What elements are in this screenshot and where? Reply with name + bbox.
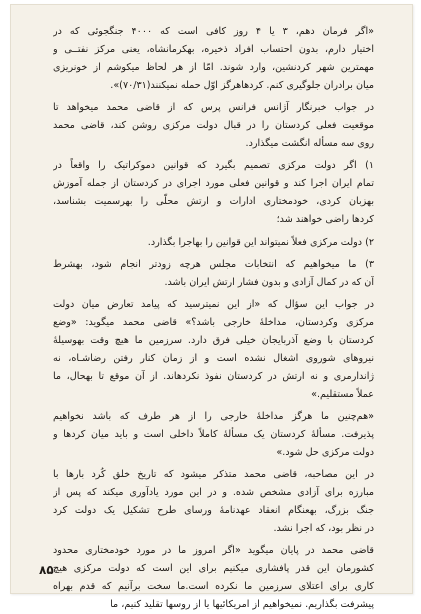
text-line: پیشرفت بگذاریم. نمیخواهیم از امریکائیها یا از روسها تقلید کنیم، ما bbox=[110, 599, 374, 611]
paragraph bbox=[53, 256, 374, 292]
paragraph bbox=[53, 99, 374, 153]
paragraph bbox=[53, 542, 374, 614]
paragraph bbox=[53, 296, 374, 404]
text-line: «هم‌چنین ما هرگز مداخلهٔ خارجی را از هر طرف که باشد نخواهیم bbox=[53, 410, 374, 422]
paragraph bbox=[53, 408, 374, 462]
text-line: کردها راضی خواهند شد؛ bbox=[276, 214, 374, 226]
text-line: اختیار دارم، بدون احتساب افراد ذخیره، بهکرمانشاه، یعنی مرکز نفتــی و bbox=[53, 44, 374, 56]
text-line: کشورمان این قدر پافشاری میکنیم برای این است که دولت مرکزی هیچ bbox=[53, 563, 374, 575]
text-line: دولت مرکزی حل شود.» bbox=[276, 447, 374, 459]
book-page bbox=[10, 4, 413, 611]
text-line: روی سه مسأله انگشت میگذارد. bbox=[245, 138, 374, 150]
text-line: میان برادران جلوگیری کنم. کردهاهرگز اوّل حمله نمیکنند(۷۰/۳۱)». bbox=[110, 80, 374, 92]
paragraph bbox=[53, 157, 374, 229]
text-line: ۳) ما میخواهیم که انتخابات مجلس هرچه زودتر انجام شود، بهشرط bbox=[53, 258, 374, 270]
text-line: نیروهای شوروی اشغال نشده است و از زمان کنار رفتن رضاشـاه، نه bbox=[53, 352, 374, 364]
text-line: کاری برای اعتلای سرزمین ما نکرده است.ما سخت برآنیم که قدم بهراه bbox=[53, 581, 374, 593]
text-line: مرکزی وکردستان، مداخلهٔ خارجی باشد؟» قاضی محمد میگوید: «وضع bbox=[53, 316, 374, 328]
text-line: در جواب این سؤال که «از این نمیترسید که پیامد تعارض میان دولت bbox=[53, 298, 374, 310]
text-line: کردستان با وضع آذربایجان خیلی فرق دارد. سرزمین ما هیچ وقت بهوسیلهٔ bbox=[53, 334, 374, 346]
text-line: آن که در کمال آزادی و بدون فشار ارتش ایران باشد. bbox=[164, 276, 374, 288]
text-line: قاضی محمد در پایان میگوید «اگر امروز ما در مورد خودمختاری محدود bbox=[53, 545, 374, 557]
text-line: پذیرفت. مسألهٔ کردستان یک مسألهٔ کاملاً داخلی است و باید میان کردها و bbox=[53, 428, 374, 440]
text-line: مبارزه برای آزادی مشخص شده. و در این مورد یادآوری میکند که پس از bbox=[53, 487, 374, 499]
paragraph bbox=[53, 466, 374, 538]
text-line: ۱) اگر دولت مرکزی تصمیم بگیرد که قوانین دموکراتیک را واقعاً در bbox=[53, 160, 374, 172]
page-text-block bbox=[53, 23, 374, 614]
text-line: عملاً مستقلیم.» bbox=[311, 388, 374, 400]
text-line: مهمترین شهر کردنشین، وارد شوند. امّا از هر لحاظ میکوشم از خونریزی bbox=[53, 62, 374, 74]
text-line: بهزبان کردی، خودمختاری ادارات و ارتش محلّی را بهرسمیت بشناسد، bbox=[53, 196, 374, 208]
text-line: موقعیت فعلی کردستان را در قبال دولت مرکزی روشن کند، قاضی محمد bbox=[53, 120, 374, 132]
text-line: در نظر بود، که اجرا نشد. bbox=[273, 523, 374, 535]
paragraph bbox=[53, 234, 374, 252]
text-line: ژاندارمری و نه ارتش در کردستان نفوذ نکردهاند. از آن موقع تا بهحال، ما bbox=[53, 370, 374, 382]
page-number: ۸۵ bbox=[39, 563, 54, 577]
text-line: در این مصاحبه، قاضی محمد متذکر میشود که تاریخ خلق کُرد بارها با bbox=[53, 469, 374, 481]
text-line: تمام ایران اجرا کند و قوانین فعلی مورد اجرای در کردستان از جمله آموزش bbox=[53, 178, 374, 190]
text-line: جنگ بزرگ، بهعنگام انعقاد عهدنامهٔ ورسای طرح تشکیل یک دولت کرد bbox=[53, 505, 374, 517]
text-line: در جواب خبرنگار آژانس فرانس پرس که از قاضی محمد میخواهد تا bbox=[53, 102, 374, 114]
paragraph bbox=[53, 23, 374, 95]
text-line: ۲) دولت مرکزی فعلاً نمیتواند این قوانین را بهاجرا بگذارد. bbox=[147, 236, 374, 248]
text-line: «اگر فرمان دهم، ۳ یا ۴ روز کافی است که ۴۰۰۰ جنگجوئی که در bbox=[53, 26, 374, 37]
